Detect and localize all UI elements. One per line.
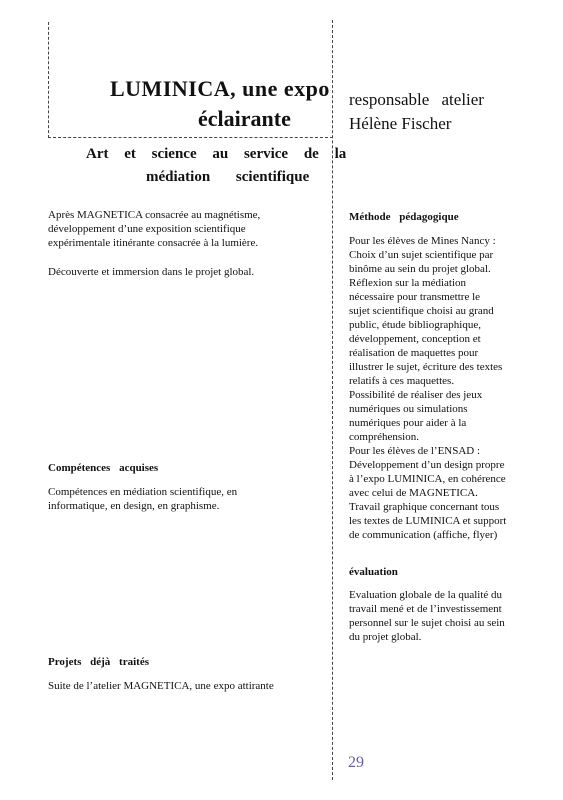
projets-text: Suite de l’atelier MAGNETICA, une expo attirante (48, 680, 274, 692)
methode-line: réalisation de maquettes pour (349, 347, 479, 359)
methode-line: développement, conception et (349, 333, 481, 345)
intro-line: expérimentale itinérante consacrée à la lumière. (48, 237, 259, 249)
methode-line: Pour les élèves de l’ENSAD : (349, 445, 481, 457)
competences-heading: Compétences acquises (48, 462, 159, 474)
title-dashed-underline (48, 137, 333, 138)
projets-heading: Projets déjà traités (48, 656, 149, 668)
methode-line: numériques pour aider à la (349, 417, 467, 429)
methode-line: à l’expo LUMINICA, en cohérence (349, 473, 506, 485)
competences-text (48, 485, 328, 513)
intro-paragraph (48, 208, 328, 250)
methode-line: illustrer le sujet, écriture des textes (349, 361, 503, 373)
methode-line: Choix d’un sujet scientifique par (349, 249, 494, 261)
methode-line: Travail graphique concernant tous (349, 501, 500, 513)
page-number: 29 (348, 754, 364, 771)
evaluation-line: Evaluation globale de la qualité du (349, 589, 503, 601)
methode-line: les textes de LUMINICA et support (349, 515, 507, 527)
page-title-line-2: éclairante (198, 106, 291, 131)
evaluation-heading: évaluation (349, 566, 398, 578)
methode-line: Réflexion sur la médiation (349, 277, 466, 289)
methode-line: compréhension. (349, 431, 419, 443)
responsable-name: Hélène Fischer (349, 114, 452, 133)
evaluation-line: du projet global. (349, 631, 422, 643)
methode-line: sujet scientifique choisi au grand (349, 305, 494, 317)
methode-line: binôme au sein du projet global. (349, 263, 491, 275)
methode-line: de communication (affiche, flyer) (349, 529, 498, 541)
page-title-line-1: LUMINICA, une expo (110, 76, 330, 101)
evaluation-line: travail mené et de l’investissement (349, 603, 502, 615)
methode-line: public, étude bibliographique, (349, 319, 481, 331)
left-dashed-border (48, 22, 49, 138)
intro-line: développement d’une exposition scientifique (48, 223, 246, 235)
methode-line: Développement d’un design propre (349, 459, 505, 471)
subtitle-line-2: médiation scientifique (146, 169, 310, 185)
evaluation-text (349, 588, 549, 644)
subtitle-line-1: Art et science au service de la (86, 146, 347, 162)
methode-text (349, 234, 549, 542)
methode-line: avec celui de MAGNETICA. (349, 487, 478, 499)
responsable-label: responsable atelier (349, 90, 484, 109)
evaluation-line: personnel sur le sujet choisi au sein (349, 617, 505, 629)
competences-line: informatique, en design, en graphisme. (48, 500, 220, 512)
methode-heading: Méthode pédagogique (349, 211, 459, 223)
competences-line: Compétences en médiation scientifique, en (48, 486, 238, 498)
methode-line: numériques ou simulations (349, 403, 468, 415)
intro-line: Après MAGNETICA consacrée au magnétisme, (48, 209, 261, 221)
methode-line: Pour les élèves de Mines Nancy : (349, 235, 496, 247)
methode-line: relatifs à ces maquettes. (349, 375, 455, 387)
methode-line: Possibilité de réaliser des jeux (349, 389, 483, 401)
column-divider (332, 20, 333, 780)
discovery-text: Découverte et immersion dans le projet global. (48, 266, 255, 278)
methode-line: nécessaire pour transmettre le (349, 291, 481, 303)
